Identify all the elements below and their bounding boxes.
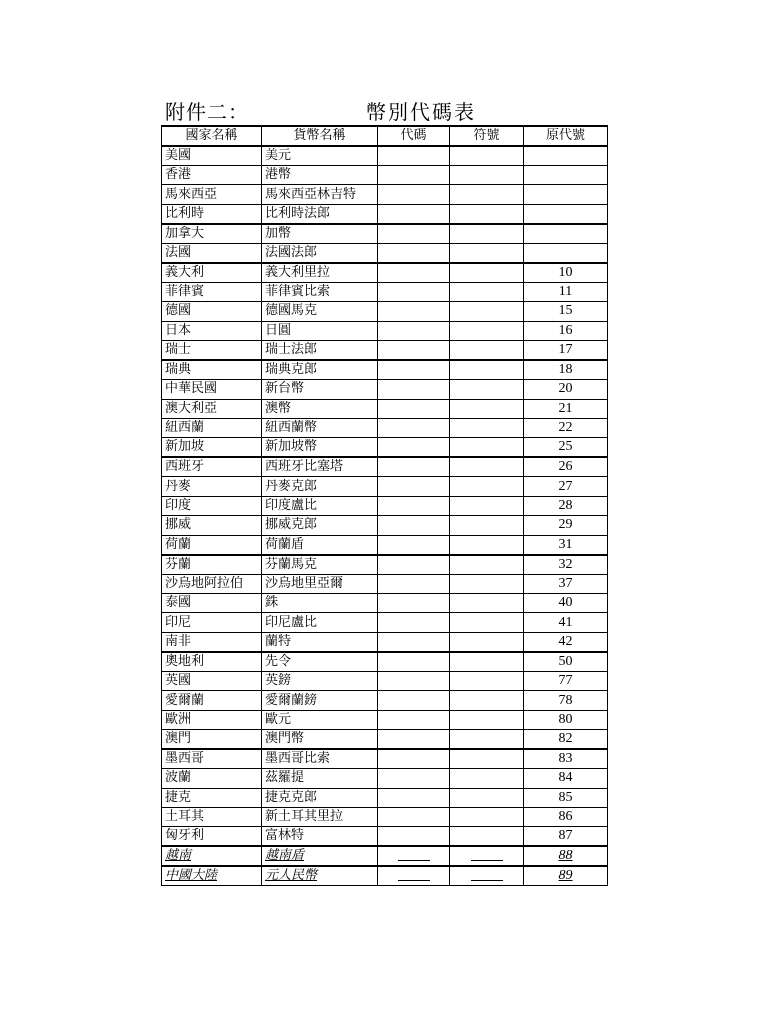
table-row bbox=[162, 749, 608, 769]
code-cell bbox=[378, 399, 450, 418]
table-row bbox=[162, 418, 608, 437]
symbol-cell bbox=[450, 282, 524, 301]
table-row bbox=[162, 574, 608, 593]
currency-name-cell: 歐元 bbox=[262, 710, 378, 729]
symbol-cell bbox=[450, 652, 524, 672]
code-cell bbox=[378, 146, 450, 166]
currency-name-cell: 荷蘭盾 bbox=[262, 535, 378, 555]
code-cell bbox=[378, 516, 450, 535]
country-name-cell: 香港 bbox=[162, 166, 262, 185]
code-cell bbox=[378, 749, 450, 769]
symbol-cell bbox=[450, 671, 524, 690]
code-cell bbox=[378, 769, 450, 788]
symbol-cell bbox=[450, 399, 524, 418]
code-cell bbox=[378, 360, 450, 380]
currency-name-cell: 德國馬克 bbox=[262, 302, 378, 321]
table-row bbox=[162, 710, 608, 729]
currency-name-cell: 元人民幣 bbox=[262, 866, 378, 886]
code-cell bbox=[378, 827, 450, 847]
original-code-cell: 11 bbox=[524, 282, 608, 301]
table-row bbox=[162, 516, 608, 535]
symbol-cell bbox=[450, 632, 524, 652]
code-cell bbox=[378, 204, 450, 224]
table-row bbox=[162, 632, 608, 652]
table-row bbox=[162, 185, 608, 204]
code-cell bbox=[378, 730, 450, 750]
currency-name-cell: 丹麥克郎 bbox=[262, 477, 378, 496]
symbol-cell bbox=[450, 535, 524, 555]
code-cell bbox=[378, 438, 450, 458]
currency-name-cell: 沙烏地里亞爾 bbox=[262, 574, 378, 593]
country-name-cell: 澳大利亞 bbox=[162, 399, 262, 418]
original-code-cell: 17 bbox=[524, 341, 608, 361]
currency-name-cell: 美元 bbox=[262, 146, 378, 166]
original-code-cell: 84 bbox=[524, 769, 608, 788]
symbol-cell bbox=[450, 613, 524, 632]
symbol-cell bbox=[450, 438, 524, 458]
code-cell bbox=[378, 302, 450, 321]
table-row bbox=[162, 204, 608, 224]
code-cell bbox=[378, 808, 450, 827]
table-row bbox=[162, 730, 608, 750]
symbol-cell bbox=[450, 185, 524, 204]
table-row bbox=[162, 846, 608, 866]
original-code-cell: 25 bbox=[524, 438, 608, 458]
original-code-cell: 86 bbox=[524, 808, 608, 827]
currency-name-cell: 澳門幣 bbox=[262, 730, 378, 750]
symbol-cell bbox=[450, 477, 524, 496]
original-code-cell: 82 bbox=[524, 730, 608, 750]
attachment-label: 附件二： bbox=[165, 100, 249, 124]
code-cell bbox=[378, 418, 450, 437]
table-row bbox=[162, 535, 608, 555]
table-row bbox=[162, 457, 608, 477]
code-cell bbox=[378, 632, 450, 652]
original-code-cell: 37 bbox=[524, 574, 608, 593]
table-row bbox=[162, 360, 608, 380]
country-name-cell: 南非 bbox=[162, 632, 262, 652]
table-header-row bbox=[162, 126, 608, 146]
country-name-cell: 墨西哥 bbox=[162, 749, 262, 769]
country-name-cell: 中國大陸 bbox=[162, 866, 262, 886]
symbol-cell bbox=[450, 691, 524, 710]
table-row bbox=[162, 691, 608, 710]
original-code-cell: 78 bbox=[524, 691, 608, 710]
table-row bbox=[162, 146, 608, 166]
original-code-cell: 27 bbox=[524, 477, 608, 496]
code-cell bbox=[378, 166, 450, 185]
country-name-cell: 菲律賓 bbox=[162, 282, 262, 301]
code-cell bbox=[378, 321, 450, 340]
original-code-cell bbox=[524, 185, 608, 204]
symbol-cell bbox=[450, 730, 524, 750]
symbol-cell bbox=[450, 302, 524, 321]
code-cell bbox=[378, 555, 450, 575]
table-row bbox=[162, 224, 608, 244]
symbol-cell bbox=[450, 418, 524, 437]
code-cell bbox=[378, 341, 450, 361]
symbol-cell bbox=[450, 808, 524, 827]
symbol-cell bbox=[450, 555, 524, 575]
country-name-cell: 沙烏地阿拉伯 bbox=[162, 574, 262, 593]
original-code-cell: 88 bbox=[524, 846, 608, 866]
code-cell bbox=[378, 613, 450, 632]
code-cell bbox=[378, 224, 450, 244]
table-row bbox=[162, 788, 608, 807]
original-code-cell: 16 bbox=[524, 321, 608, 340]
country-name-cell: 歐洲 bbox=[162, 710, 262, 729]
code-cell bbox=[378, 477, 450, 496]
table-row bbox=[162, 341, 608, 361]
table-row bbox=[162, 827, 608, 847]
currency-name-cell: 愛爾蘭鎊 bbox=[262, 691, 378, 710]
symbol-cell bbox=[450, 574, 524, 593]
table-row bbox=[162, 866, 608, 886]
table-row bbox=[162, 652, 608, 672]
currency-name-cell: 新台幣 bbox=[262, 380, 378, 399]
country-name-cell: 芬蘭 bbox=[162, 555, 262, 575]
table-row bbox=[162, 243, 608, 263]
symbol-cell bbox=[450, 146, 524, 166]
country-name-cell: 泰國 bbox=[162, 594, 262, 613]
symbol-cell bbox=[450, 457, 524, 477]
original-code-cell: 32 bbox=[524, 555, 608, 575]
code-cell bbox=[378, 652, 450, 672]
symbol-cell bbox=[450, 846, 524, 866]
column-header-country: 國家名稱 bbox=[162, 126, 262, 146]
currency-name-cell: 茲羅提 bbox=[262, 769, 378, 788]
code-cell bbox=[378, 846, 450, 866]
country-name-cell: 德國 bbox=[162, 302, 262, 321]
currency-name-cell: 捷克克郎 bbox=[262, 788, 378, 807]
currency-name-cell: 加幣 bbox=[262, 224, 378, 244]
original-code-cell: 40 bbox=[524, 594, 608, 613]
country-name-cell: 瑞典 bbox=[162, 360, 262, 380]
table-row bbox=[162, 166, 608, 185]
column-header-currency: 貨幣名稱 bbox=[262, 126, 378, 146]
code-cell bbox=[378, 671, 450, 690]
blank-fill-line bbox=[471, 860, 503, 861]
symbol-cell bbox=[450, 321, 524, 340]
original-code-cell bbox=[524, 243, 608, 263]
original-code-cell bbox=[524, 146, 608, 166]
code-cell bbox=[378, 282, 450, 301]
table-row bbox=[162, 399, 608, 418]
country-name-cell: 澳門 bbox=[162, 730, 262, 750]
currency-name-cell: 越南盾 bbox=[262, 846, 378, 866]
table-row bbox=[162, 263, 608, 283]
original-code-cell bbox=[524, 166, 608, 185]
column-header-original-code: 原代號 bbox=[524, 126, 608, 146]
country-name-cell: 挪威 bbox=[162, 516, 262, 535]
original-code-cell: 80 bbox=[524, 710, 608, 729]
currency-name-cell: 瑞士法郎 bbox=[262, 341, 378, 361]
currency-name-cell: 先令 bbox=[262, 652, 378, 672]
symbol-cell bbox=[450, 243, 524, 263]
table-row bbox=[162, 613, 608, 632]
country-name-cell: 法國 bbox=[162, 243, 262, 263]
original-code-cell: 31 bbox=[524, 535, 608, 555]
original-code-cell: 77 bbox=[524, 671, 608, 690]
currency-name-cell: 印尼盧比 bbox=[262, 613, 378, 632]
currency-name-cell: 西班牙比塞塔 bbox=[262, 457, 378, 477]
currency-code-table bbox=[161, 125, 608, 886]
original-code-cell: 41 bbox=[524, 613, 608, 632]
country-name-cell: 日本 bbox=[162, 321, 262, 340]
symbol-cell bbox=[450, 769, 524, 788]
symbol-cell bbox=[450, 749, 524, 769]
code-cell bbox=[378, 866, 450, 886]
currency-name-cell: 墨西哥比索 bbox=[262, 749, 378, 769]
symbol-cell bbox=[450, 866, 524, 886]
code-cell bbox=[378, 380, 450, 399]
currency-name-cell: 澳幣 bbox=[262, 399, 378, 418]
original-code-cell: 20 bbox=[524, 380, 608, 399]
original-code-cell: 15 bbox=[524, 302, 608, 321]
code-cell bbox=[378, 574, 450, 593]
original-code-cell: 89 bbox=[524, 866, 608, 886]
code-cell bbox=[378, 243, 450, 263]
original-code-cell bbox=[524, 224, 608, 244]
symbol-cell bbox=[450, 341, 524, 361]
table-row bbox=[162, 380, 608, 399]
symbol-cell bbox=[450, 788, 524, 807]
country-name-cell: 美國 bbox=[162, 146, 262, 166]
original-code-cell: 29 bbox=[524, 516, 608, 535]
table-row bbox=[162, 302, 608, 321]
symbol-cell bbox=[450, 380, 524, 399]
original-code-cell: 21 bbox=[524, 399, 608, 418]
table-row bbox=[162, 496, 608, 515]
country-name-cell: 波蘭 bbox=[162, 769, 262, 788]
currency-name-cell: 馬來西亞林吉特 bbox=[262, 185, 378, 204]
currency-name-cell: 紐西蘭幣 bbox=[262, 418, 378, 437]
country-name-cell: 愛爾蘭 bbox=[162, 691, 262, 710]
table-row bbox=[162, 438, 608, 458]
table-row bbox=[162, 808, 608, 827]
currency-name-cell: 法國法郎 bbox=[262, 243, 378, 263]
original-code-cell: 87 bbox=[524, 827, 608, 847]
original-code-cell: 26 bbox=[524, 457, 608, 477]
original-code-cell: 83 bbox=[524, 749, 608, 769]
country-name-cell: 新加坡 bbox=[162, 438, 262, 458]
table-row bbox=[162, 671, 608, 690]
table-row bbox=[162, 477, 608, 496]
country-name-cell: 捷克 bbox=[162, 788, 262, 807]
code-cell bbox=[378, 594, 450, 613]
currency-name-cell: 日圓 bbox=[262, 321, 378, 340]
currency-name-cell: 英鎊 bbox=[262, 671, 378, 690]
original-code-cell bbox=[524, 204, 608, 224]
symbol-cell bbox=[450, 166, 524, 185]
original-code-cell: 85 bbox=[524, 788, 608, 807]
column-header-symbol: 符號 bbox=[450, 126, 524, 146]
symbol-cell bbox=[450, 516, 524, 535]
currency-name-cell: 蘭特 bbox=[262, 632, 378, 652]
country-name-cell: 丹麥 bbox=[162, 477, 262, 496]
code-cell bbox=[378, 457, 450, 477]
country-name-cell: 奧地利 bbox=[162, 652, 262, 672]
currency-name-cell: 銖 bbox=[262, 594, 378, 613]
currency-name-cell: 義大利里拉 bbox=[262, 263, 378, 283]
currency-name-cell: 芬蘭馬克 bbox=[262, 555, 378, 575]
currency-name-cell: 比利時法郎 bbox=[262, 204, 378, 224]
code-cell bbox=[378, 185, 450, 204]
page-title: 幣別代碼表 bbox=[366, 100, 476, 124]
country-name-cell: 越南 bbox=[162, 846, 262, 866]
symbol-cell bbox=[450, 224, 524, 244]
original-code-cell: 10 bbox=[524, 263, 608, 283]
country-name-cell: 西班牙 bbox=[162, 457, 262, 477]
column-header-code: 代碼 bbox=[378, 126, 450, 146]
code-cell bbox=[378, 535, 450, 555]
currency-name-cell: 新加坡幣 bbox=[262, 438, 378, 458]
table-body bbox=[162, 146, 608, 886]
table-row bbox=[162, 594, 608, 613]
symbol-cell bbox=[450, 827, 524, 847]
blank-fill-line bbox=[398, 860, 430, 861]
currency-name-cell: 新土耳其里拉 bbox=[262, 808, 378, 827]
code-cell bbox=[378, 691, 450, 710]
country-name-cell: 加拿大 bbox=[162, 224, 262, 244]
original-code-cell: 42 bbox=[524, 632, 608, 652]
country-name-cell: 印度 bbox=[162, 496, 262, 515]
currency-name-cell: 瑞典克郎 bbox=[262, 360, 378, 380]
country-name-cell: 馬來西亞 bbox=[162, 185, 262, 204]
symbol-cell bbox=[450, 263, 524, 283]
country-name-cell: 比利時 bbox=[162, 204, 262, 224]
table-row bbox=[162, 555, 608, 575]
original-code-cell: 50 bbox=[524, 652, 608, 672]
country-name-cell: 紐西蘭 bbox=[162, 418, 262, 437]
country-name-cell: 荷蘭 bbox=[162, 535, 262, 555]
currency-name-cell: 挪威克郎 bbox=[262, 516, 378, 535]
currency-name-cell: 富林特 bbox=[262, 827, 378, 847]
country-name-cell: 土耳其 bbox=[162, 808, 262, 827]
symbol-cell bbox=[450, 496, 524, 515]
code-cell bbox=[378, 263, 450, 283]
currency-name-cell: 菲律賓比索 bbox=[262, 282, 378, 301]
table-row bbox=[162, 321, 608, 340]
blank-fill-line bbox=[471, 880, 503, 881]
original-code-cell: 22 bbox=[524, 418, 608, 437]
code-cell bbox=[378, 710, 450, 729]
country-name-cell: 義大利 bbox=[162, 263, 262, 283]
country-name-cell: 匈牙利 bbox=[162, 827, 262, 847]
original-code-cell: 28 bbox=[524, 496, 608, 515]
symbol-cell bbox=[450, 594, 524, 613]
country-name-cell: 英國 bbox=[162, 671, 262, 690]
currency-name-cell: 印度盧比 bbox=[262, 496, 378, 515]
currency-name-cell: 港幣 bbox=[262, 166, 378, 185]
table-row bbox=[162, 282, 608, 301]
symbol-cell bbox=[450, 710, 524, 729]
original-code-cell: 18 bbox=[524, 360, 608, 380]
blank-fill-line bbox=[398, 880, 430, 881]
country-name-cell: 瑞士 bbox=[162, 341, 262, 361]
country-name-cell: 印尼 bbox=[162, 613, 262, 632]
symbol-cell bbox=[450, 204, 524, 224]
symbol-cell bbox=[450, 360, 524, 380]
table-row bbox=[162, 769, 608, 788]
code-cell bbox=[378, 496, 450, 515]
code-cell bbox=[378, 788, 450, 807]
country-name-cell: 中華民國 bbox=[162, 380, 262, 399]
